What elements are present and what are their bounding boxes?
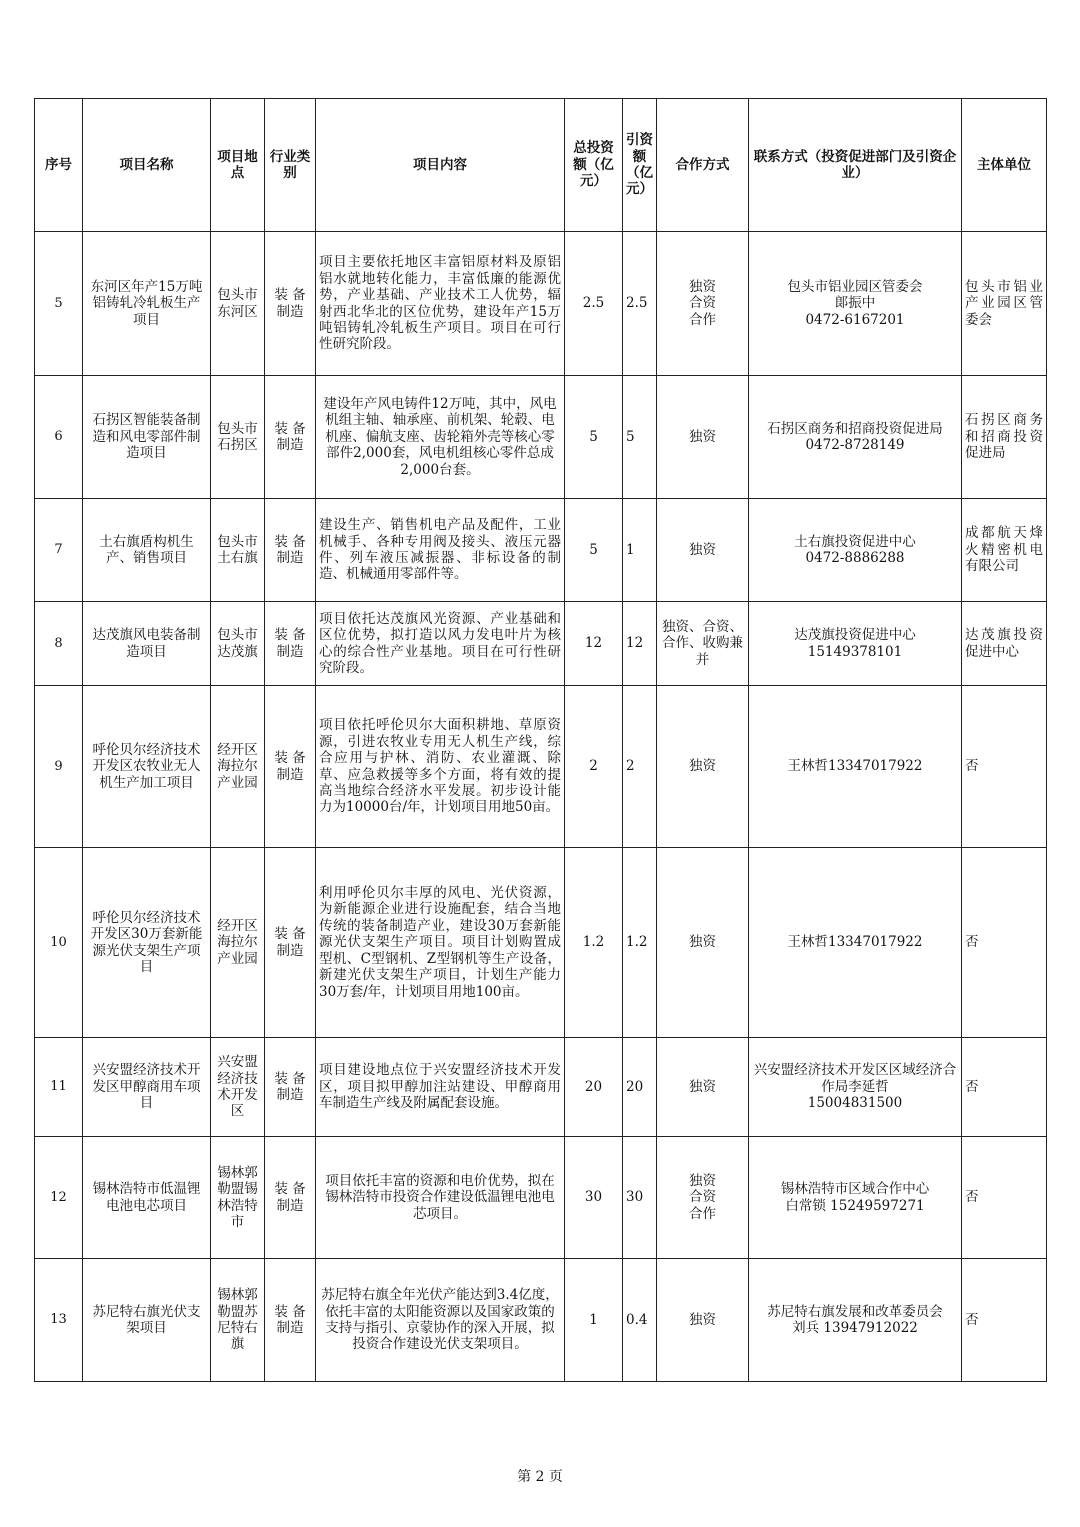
row-seq: 11 (35, 1038, 83, 1137)
table-row (35, 1038, 1047, 1137)
row-contact: 王林哲13347017922 (749, 686, 962, 848)
header-content: 项目内容 (316, 99, 565, 232)
row-seq: 10 (35, 848, 83, 1038)
row-content: 利用呼伦贝尔丰厚的风电、光伏资源，为新能源企业进行设施配套，结合当地传统的装备制造产业，建设30万套新能源光伏支架生产项目。项目计划购置成型机、C型钢机、Z型钢机等生产设备，新建光伏支架生产项目，计划生产能力30万套/年，计划项目用地100亩。 (316, 848, 565, 1038)
row-total: 1 (565, 1259, 623, 1382)
row-industry: 装 备制造 (265, 602, 316, 686)
row-cooperation: 独资 (657, 1259, 749, 1382)
row-attract: 2.5 (623, 232, 657, 376)
row-industry: 装 备制造 (265, 848, 316, 1038)
row-total: 12 (565, 602, 623, 686)
row-seq: 13 (35, 1259, 83, 1382)
table-row (35, 602, 1047, 686)
table-row (35, 686, 1047, 848)
row-seq: 12 (35, 1137, 83, 1259)
row-total: 1.2 (565, 848, 623, 1038)
row-entity: 成都航天烽火精密机电有限公司 (962, 499, 1047, 602)
row-content: 建设生产、销售机电产品及配件，工业机械手、各种专用阀及接头、液压元器件、列车液压减振器、非标设备的制造、机械通用零部件等。 (316, 499, 565, 602)
row-name: 石拐区智能装备制造和风电零部件制造项目 (83, 376, 211, 499)
row-content: 项目主要依托地区丰富铝原材料及原铝铝水就地转化能力，丰富低廉的能源优势，产业基础、产业技术工人优势，辐射西北华北的区位优势，建设年产15万吨铝铸轧冷轧板生产项目。项目在可行性研究阶段。 (316, 232, 565, 376)
row-entity: 否 (962, 848, 1047, 1038)
row-attract: 2 (623, 686, 657, 848)
header-cooperation: 合作方式 (657, 99, 749, 232)
row-location: 锡林郭勒盟苏尼特右旗 (211, 1259, 265, 1382)
header-attract-investment: 引资额（亿元） (623, 99, 657, 232)
row-total: 20 (565, 1038, 623, 1137)
project-table (34, 98, 1047, 1382)
row-name: 东河区年产15万吨铝铸轧冷轧板生产项目 (83, 232, 211, 376)
row-contact: 王林哲13347017922 (749, 848, 962, 1038)
row-attract: 30 (623, 1137, 657, 1259)
row-location: 锡林郭勒盟锡林浩特市 (211, 1137, 265, 1259)
row-cooperation: 独资 (657, 499, 749, 602)
header-name: 项目名称 (83, 99, 211, 232)
row-content: 建设年产风电铸件12万吨，其中，风电机组主轴、轴承座、前机架、轮毂、电机座、偏航支座、齿轮箱外壳等核心零部件2,000套，风电机组核心零件总成2,000台套。 (316, 376, 565, 499)
row-name: 呼伦贝尔经济技术开发区农牧业无人机生产加工项目 (83, 686, 211, 848)
header-industry: 行业类别 (265, 99, 316, 232)
row-industry: 装 备制造 (265, 1038, 316, 1137)
row-name: 呼伦贝尔经济技术开发区30万套新能源光伏支架生产项目 (83, 848, 211, 1038)
header-contact: 联系方式（投资促进部门及引资企业） (749, 99, 962, 232)
row-contact: 土右旗投资促进中心 0472-8886288 (749, 499, 962, 602)
row-entity: 达茂旗投资促进中心 (962, 602, 1047, 686)
table-row (35, 1259, 1047, 1382)
row-seq: 6 (35, 376, 83, 499)
row-contact: 锡林浩特市区域合作中心 白常锁 15249597271 (749, 1137, 962, 1259)
row-contact: 达茂旗投资促进中心 15149378101 (749, 602, 962, 686)
row-attract: 1 (623, 499, 657, 602)
row-content: 项目依托呼伦贝尔大面积耕地、草原资源，引进农牧业专用无人机生产线，综合应用与护林、消防、农业灌溉、除草、应急救援等多个方面，将有效的提高当地综合经济水平发展。初步设计能力为10000台/年，计划项目用地50亩。 (316, 686, 565, 848)
row-name: 土右旗盾构机生产、销售项目 (83, 499, 211, 602)
row-cooperation: 独资 (657, 376, 749, 499)
row-cooperation: 独资 (657, 848, 749, 1038)
row-entity: 否 (962, 686, 1047, 848)
row-industry: 装 备制造 (265, 232, 316, 376)
header-location: 项目地点 (211, 99, 265, 232)
row-location: 包头市达茂旗 (211, 602, 265, 686)
row-attract: 20 (623, 1038, 657, 1137)
header-seq: 序号 (35, 99, 83, 232)
row-industry: 装 备制造 (265, 376, 316, 499)
header-entity: 主体单位 (962, 99, 1047, 232)
row-industry: 装 备制造 (265, 499, 316, 602)
row-contact: 包头市铝业园区管委会 郞振中 0472-6167201 (749, 232, 962, 376)
row-total: 30 (565, 1137, 623, 1259)
row-attract: 0.4 (623, 1259, 657, 1382)
row-cooperation: 独资 (657, 686, 749, 848)
row-seq: 7 (35, 499, 83, 602)
row-cooperation: 独资 合资 合作 (657, 232, 749, 376)
row-industry: 装 备制造 (265, 1259, 316, 1382)
header-total-investment: 总投资额（亿元） (565, 99, 623, 232)
table-row (35, 848, 1047, 1038)
row-total: 5 (565, 499, 623, 602)
row-attract: 1.2 (623, 848, 657, 1038)
row-content: 项目依托达茂旗风光资源、产业基础和区位优势，拟打造以风力发电叶片为核心的综合性产业基地。项目在可行性研究阶段。 (316, 602, 565, 686)
row-seq: 8 (35, 602, 83, 686)
row-content: 苏尼特右旗全年光伏产能达到3.4亿度，依托丰富的太阳能资源以及国家政策的支持与指引、京蒙协作的深入开展，拟投资合作建设光伏支架项目。 (316, 1259, 565, 1382)
row-attract: 12 (623, 602, 657, 686)
header-row (35, 99, 1047, 232)
table-row (35, 499, 1047, 602)
table-row (35, 376, 1047, 499)
row-content: 项目建设地点位于兴安盟经济技术开发区，项目拟甲醇加注站建设、甲醇商用车制造生产线及附属配套设施。 (316, 1038, 565, 1137)
row-location: 经开区海拉尔产业园 (211, 686, 265, 848)
row-industry: 装 备制造 (265, 1137, 316, 1259)
row-name: 兴安盟经济技术开发区甲醇商用车项目 (83, 1038, 211, 1137)
row-name: 锡林浩特市低温锂电池电芯项目 (83, 1137, 211, 1259)
row-entity: 否 (962, 1259, 1047, 1382)
row-location: 兴安盟经济技术开发区 (211, 1038, 265, 1137)
row-location: 包头市石拐区 (211, 376, 265, 499)
row-location: 包头市东河区 (211, 232, 265, 376)
row-seq: 5 (35, 232, 83, 376)
row-name: 达茂旗风电装备制造项目 (83, 602, 211, 686)
row-total: 5 (565, 376, 623, 499)
row-seq: 9 (35, 686, 83, 848)
row-cooperation: 独资 (657, 1038, 749, 1137)
row-entity: 否 (962, 1038, 1047, 1137)
row-total: 2 (565, 686, 623, 848)
row-attract: 5 (623, 376, 657, 499)
row-entity: 石拐区商务和招商投资促进局 (962, 376, 1047, 499)
row-location: 包头市土右旗 (211, 499, 265, 602)
table-row (35, 1137, 1047, 1259)
row-contact: 兴安盟经济技术开发区区域经济合作局李延哲 15004831500 (749, 1038, 962, 1137)
row-contact: 石拐区商务和招商投资促进局 0472-8728149 (749, 376, 962, 499)
row-contact: 苏尼特右旗发展和改革委员会 刘兵 13947912022 (749, 1259, 962, 1382)
table-row (35, 232, 1047, 376)
row-location: 经开区海拉尔产业园 (211, 848, 265, 1038)
row-industry: 装 备制造 (265, 686, 316, 848)
row-cooperation: 独资、合资、合作、收购兼并 (657, 602, 749, 686)
row-content: 项目依托丰富的资源和电价优势，拟在锡林浩特市投资合作建设低温锂电池电芯项目。 (316, 1137, 565, 1259)
row-entity: 否 (962, 1137, 1047, 1259)
row-cooperation: 独资 合资 合作 (657, 1137, 749, 1259)
row-entity: 包头市铝业产业园区管委会 (962, 232, 1047, 376)
page-number: 第 2 页 (517, 1469, 563, 1485)
row-total: 2.5 (565, 232, 623, 376)
row-name: 苏尼特右旗光伏支架项目 (83, 1259, 211, 1382)
